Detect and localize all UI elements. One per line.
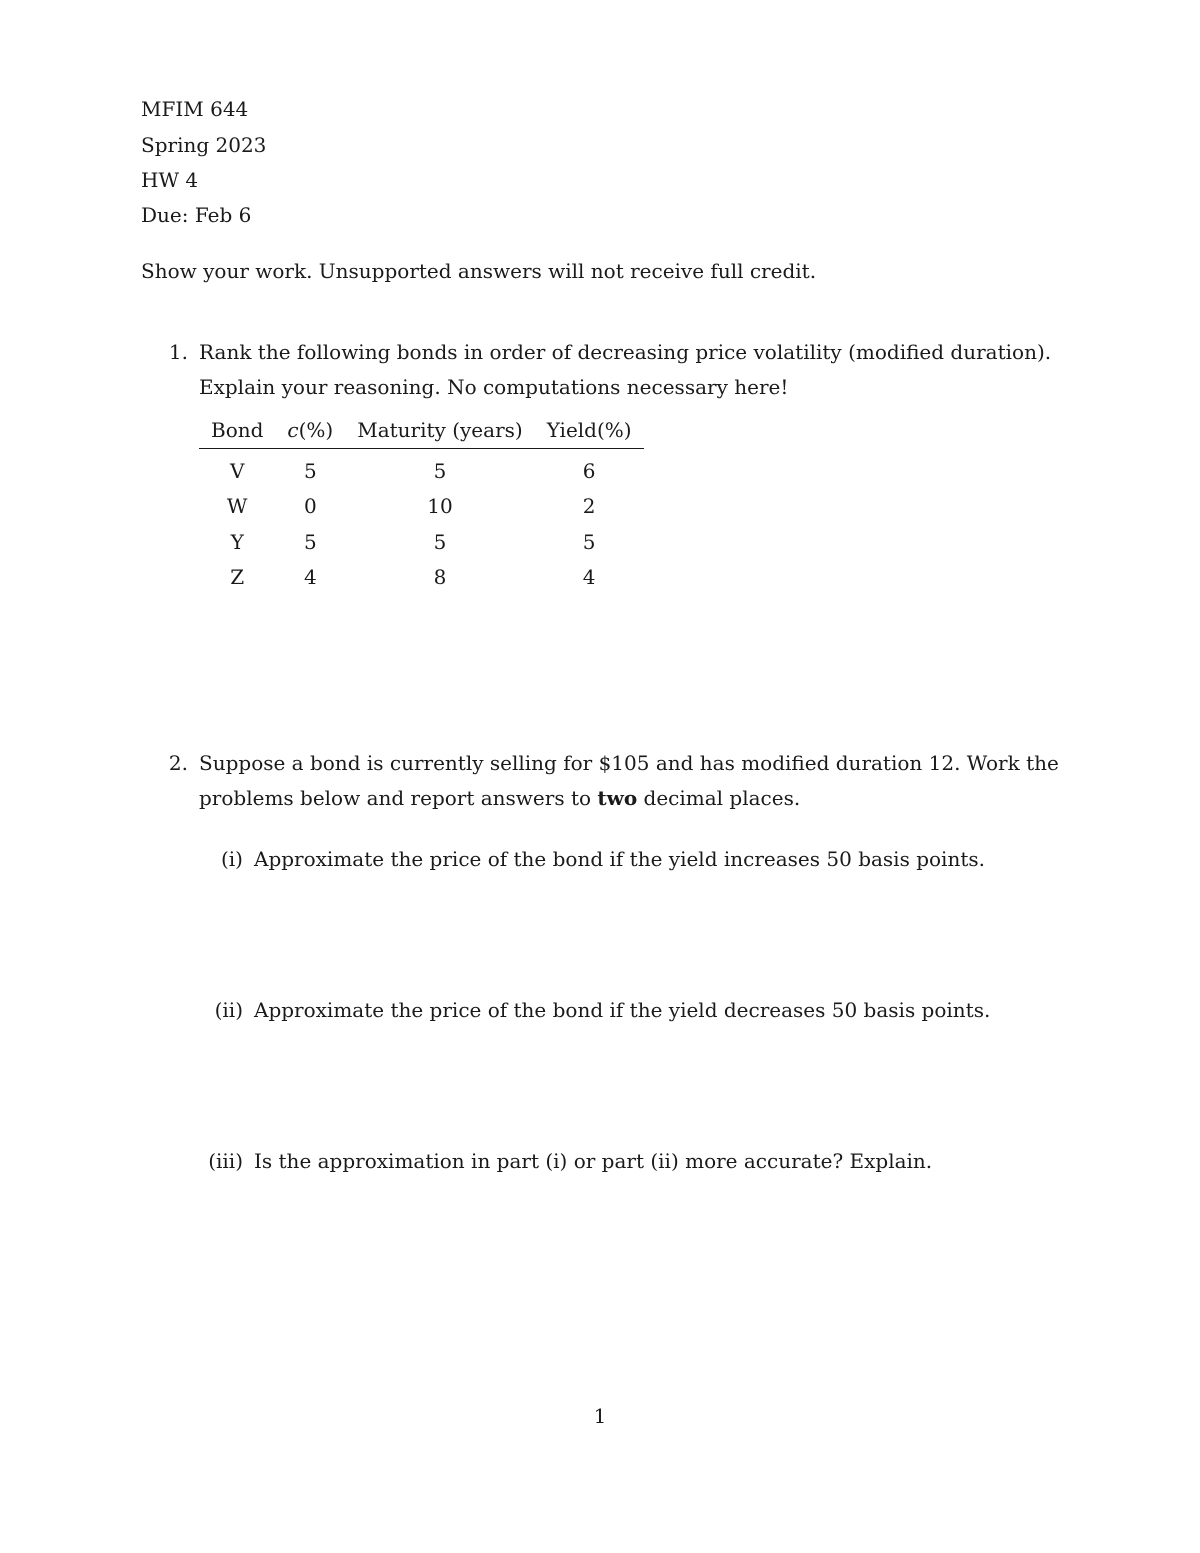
question-1-number: 1. xyxy=(168,340,188,364)
part-iii-text: Is the approximation in part (i) or part (ii) more accurate? Explain. xyxy=(254,1149,933,1173)
question-2-line-2-end: decimal places. xyxy=(637,786,801,810)
page-number: 1 xyxy=(593,1404,607,1428)
cell-bond: Z xyxy=(230,565,245,590)
cell-bond: Y xyxy=(230,529,244,554)
question-2-text-line-2 xyxy=(199,788,800,808)
due-date: Due: Feb 6 xyxy=(141,203,252,227)
cell-maturity: 8 xyxy=(433,565,447,590)
header-yield: Yield(%) xyxy=(535,414,644,449)
bond-table xyxy=(199,414,644,595)
bond-table-header-row xyxy=(199,414,644,449)
coupon-symbol: c xyxy=(287,418,299,442)
cell-maturity: 10 xyxy=(427,494,453,519)
course-code: MFIM 644 xyxy=(141,97,249,121)
cell-coupon: 0 xyxy=(303,494,317,519)
question-2-line-2-start: problems below and report answers to xyxy=(199,786,598,810)
question-1-text-line-2: Explain your reasoning. No computations necessary here! xyxy=(199,375,789,399)
table-row xyxy=(199,560,644,596)
cell-yield: 4 xyxy=(582,565,596,590)
table-row xyxy=(199,524,644,560)
part-ii-text: Approximate the price of the bond if the yield decreases 50 basis points. xyxy=(254,998,991,1022)
part-iii-label: (iii) xyxy=(208,1149,243,1173)
cell-bond: V xyxy=(229,458,245,483)
question-2-number: 2. xyxy=(168,751,188,775)
instructions: Show your work. Unsupported answers will not receive full credit. xyxy=(141,259,817,283)
cell-yield: 6 xyxy=(582,458,596,483)
part-i-text: Approximate the price of the bond if the yield increases 50 basis points. xyxy=(254,847,985,871)
part-i-label: (i) xyxy=(220,847,243,871)
cell-yield: 5 xyxy=(582,529,596,554)
header-maturity: Maturity (years) xyxy=(345,414,534,449)
cell-yield: 2 xyxy=(582,494,596,519)
assignment-title: HW 4 xyxy=(141,168,199,192)
table-row xyxy=(199,489,644,525)
cell-maturity: 5 xyxy=(433,529,447,554)
question-1-text-line-1: Rank the following bonds in order of decreasing price volatility (modified duration). xyxy=(199,340,1052,364)
part-ii-label: (ii) xyxy=(214,998,243,1022)
coupon-unit: (%) xyxy=(298,418,334,442)
cell-bond: W xyxy=(226,494,248,519)
header-bond: Bond xyxy=(199,414,275,449)
question-2-text-line-1: Suppose a bond is currently selling for $105 and has modified duration 12. Work the xyxy=(199,751,1059,775)
cell-maturity: 5 xyxy=(433,458,447,483)
header-coupon xyxy=(275,414,345,449)
cell-coupon: 5 xyxy=(303,529,317,554)
cell-coupon: 4 xyxy=(303,565,317,590)
table-row xyxy=(199,449,644,489)
term: Spring 2023 xyxy=(141,133,267,157)
cell-coupon: 5 xyxy=(303,458,317,483)
question-2-emphasis: two xyxy=(597,786,638,810)
